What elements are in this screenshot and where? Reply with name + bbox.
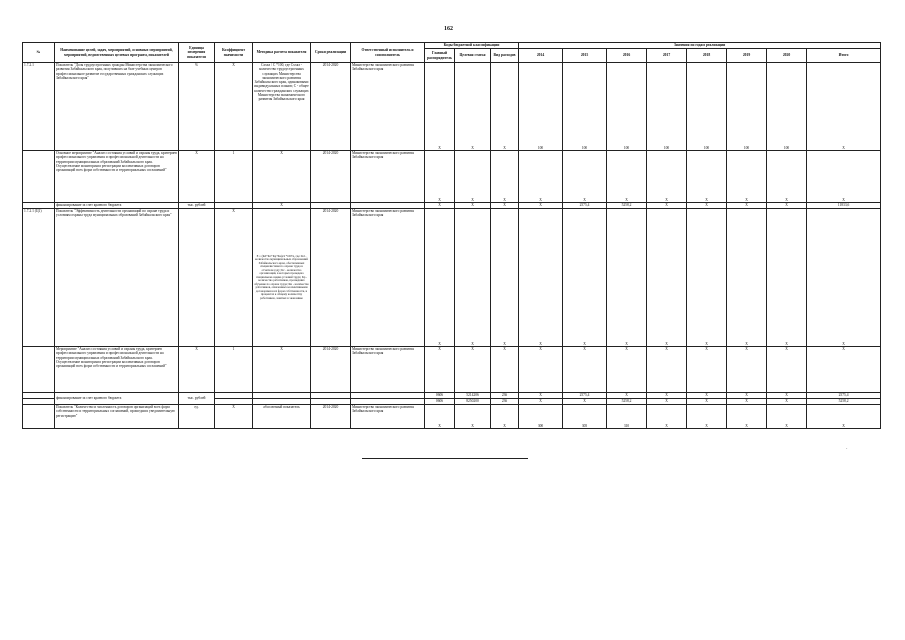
header-bk-target: Целевая статья — [455, 49, 491, 63]
row-value: X — [727, 151, 767, 203]
table-header — [23, 43, 881, 63]
row-value: X — [563, 209, 607, 347]
row-method: Сххкз / С *100, где Сххкз - количество трудоустроенных служащих Министерства экономического развития Забайкальского края, одинаковыми индивидуальных планов; С - общее количество гражданских служащих Министерства экономического развития Забайкальского края — [253, 63, 311, 151]
row-value: X — [647, 405, 687, 429]
row-value: X — [519, 347, 563, 393]
row-value: X — [767, 405, 807, 429]
row-value: X — [647, 203, 687, 209]
row-value: X — [647, 347, 687, 393]
row-value: X — [767, 393, 807, 399]
row-value: X — [607, 347, 647, 393]
row-num: 1.7.2.1 — [23, 63, 55, 151]
row-grbs: 0606 — [425, 399, 455, 405]
row-target: X — [455, 347, 491, 393]
row-target: 8250200 — [455, 399, 491, 405]
row-responsible: Министерство экономического развития Забайкальского края — [351, 405, 425, 429]
row-target: X — [455, 151, 491, 203]
table-row — [23, 151, 881, 203]
row-method: X — [253, 347, 311, 393]
row-responsible: Министерство экономического развития Забайкальского края — [351, 347, 425, 393]
row-value: X — [727, 209, 767, 347]
header-years-group: Значения по годам реализации — [519, 43, 881, 49]
header-bk-group: Коды бюджетной классификации — [425, 43, 519, 49]
row-period: 2014-2020 — [311, 347, 351, 393]
row-value: X — [727, 203, 767, 209]
row-value: 310 — [607, 405, 647, 429]
corner-mark: · — [846, 447, 848, 452]
row-value: 305 — [563, 405, 607, 429]
row-total: X — [807, 63, 881, 151]
header-unit: Единица измерения показателя — [179, 43, 215, 63]
row-value: X — [647, 209, 687, 347]
row-grbs: X — [425, 203, 455, 209]
row-target: X — [455, 405, 491, 429]
header-bk-expense: Вид расходов — [491, 49, 519, 63]
header-year: 2016 — [607, 49, 647, 63]
header-year: 2014 — [519, 49, 563, 63]
row-method: X — [253, 203, 311, 209]
row-value: X — [767, 203, 807, 209]
table-row — [23, 209, 881, 347]
row-target: X — [455, 203, 491, 209]
row-value: X — [687, 151, 727, 203]
row-grbs: X — [425, 347, 455, 393]
row-value: X — [519, 399, 563, 405]
row-coef: 1 — [215, 151, 253, 203]
row-value: 100 — [607, 63, 647, 151]
row-method: X — [253, 151, 311, 203]
row-value: X — [647, 151, 687, 203]
row-coef: X — [215, 405, 253, 429]
header-period: Сроки реализации — [311, 43, 351, 63]
row-value: X — [519, 151, 563, 203]
row-value: 100 — [687, 63, 727, 151]
row-value: 5258,2 — [607, 399, 647, 405]
row-value: X — [607, 393, 647, 399]
table-body — [23, 63, 881, 429]
row-value: X — [519, 209, 563, 347]
header-responsible: Ответственный исполнитель и соисполнитель — [351, 43, 425, 63]
row-expense: X — [491, 203, 519, 209]
row-value: X — [767, 399, 807, 405]
footer-rule — [362, 458, 528, 459]
row-name: Показатель "Доля трудоустроенных граждан Министерства экономического развития Забайкальского края, получивших на базе учебных центров профессиональное развитие государственных гражданских служащих Забайкальского края" — [55, 63, 179, 151]
row-grbs: X — [425, 63, 455, 151]
row-value: 2575,4 — [563, 203, 607, 209]
row-unit: тыс. рублей — [179, 393, 215, 405]
row-value: X — [519, 203, 563, 209]
row-coef: X — [215, 63, 253, 151]
row-total: X — [807, 347, 881, 393]
row-num — [23, 405, 55, 429]
header-name: Наименование целей, задач, мероприятий, основных мероприятий, мероприятий, ведомственных целевых программ, показателей — [55, 43, 179, 63]
row-value: X — [687, 203, 727, 209]
row-expense: X — [491, 347, 519, 393]
row-expense: X — [491, 63, 519, 151]
row-total: X — [807, 151, 881, 203]
row-expense: X — [491, 151, 519, 203]
row-total: X — [807, 209, 881, 347]
row-value: X — [687, 347, 727, 393]
row-total: 11833,6 — [807, 203, 881, 209]
table-row — [23, 347, 881, 393]
page-number: 162 — [444, 26, 453, 32]
row-value: X — [687, 209, 727, 347]
header-total: Итого — [807, 49, 881, 63]
row-grbs: 0606 — [425, 393, 455, 399]
row-coef: 1 — [215, 347, 253, 393]
row-expense: X — [491, 209, 519, 347]
row-value: X — [767, 209, 807, 347]
row-value: 100 — [727, 63, 767, 151]
row-value: X — [727, 399, 767, 405]
header-year: 2020 — [767, 49, 807, 63]
row-value: 100 — [519, 63, 563, 151]
row-method: абсолютный показатель — [253, 405, 311, 429]
row-responsible: Министерство экономического развития Забайкальского края — [351, 151, 425, 203]
row-value: X — [607, 151, 647, 203]
row-value: X — [767, 151, 807, 203]
row-value: 100 — [647, 63, 687, 151]
row-period: 2014-2020 — [311, 151, 351, 203]
row-unit: ед. — [179, 405, 215, 429]
row-expense: 236 — [491, 399, 519, 405]
row-value: X — [727, 393, 767, 399]
row-responsible: Министерство экономического развития Забайкальского края — [351, 209, 425, 347]
row-num — [23, 151, 55, 203]
row-value: X — [519, 393, 563, 399]
row-unit: тыс. рублей — [179, 203, 215, 209]
header-year: 2017 — [647, 49, 687, 63]
row-value: 5258,2 — [607, 203, 647, 209]
row-coef: X — [215, 209, 253, 347]
row-target: X — [455, 209, 491, 347]
row-period: 2014-2020 — [311, 63, 351, 151]
row-unit: X — [179, 151, 215, 203]
row-name: финансирование за счет краевого бюджета — [55, 393, 179, 405]
header-bk-grbs: Главный распорядитель — [425, 49, 455, 63]
row-value: X — [687, 405, 727, 429]
row-grbs: X — [425, 151, 455, 203]
row-grbs: X — [425, 405, 455, 429]
row-value: 100 — [767, 63, 807, 151]
row-total: 2575,4 — [807, 393, 881, 399]
table-row — [23, 63, 881, 151]
row-value: X — [607, 209, 647, 347]
row-value: 100 — [563, 63, 607, 151]
row-unit — [179, 209, 215, 347]
row-unit: X — [179, 347, 215, 393]
row-method: E = (Кd+Кс+Кр+Кн)/4 *100%, где: Кd - количество муниципальных образований Забайкальского края, обеспеченных специалистами по охране труда в отчетном году; Кс - количество организаций, в которых проведена специальная оценка условий труда; Кр - количество работников, прошедших обучение по охране труда; Кн - количество работников, охваченных коллективными договорами всех форм собственности, в процентах к общему количеству работников, занятых в экономике — [253, 209, 311, 347]
row-value: X — [563, 399, 607, 405]
row-name: Показатель "Количество и численность договоров организаций всех форм собственности и территориальных соглашений, прошедших уведомительную регистрацию" — [55, 405, 179, 429]
row-num: 1.7.2.1 (Ц1) — [23, 209, 55, 347]
row-value: X — [647, 393, 687, 399]
row-period: 2014-2020 — [311, 209, 351, 347]
row-target: 5214206 — [455, 393, 491, 399]
row-unit: % — [179, 63, 215, 151]
header-method: Методика расчета показателя — [253, 43, 311, 63]
header-year: 2018 — [687, 49, 727, 63]
row-value: X — [767, 347, 807, 393]
row-target: X — [455, 63, 491, 151]
program-table — [22, 42, 881, 429]
row-expense: 236 — [491, 393, 519, 399]
row-name: Мероприятие "Анализ состояния условий и охраны труда, критериев профессионального управления и профессиональной деятельности на территории муниципальных образований Забайкальского края. Осуществление мониторинга регистрации коллективных договоров организаций всех форм собственности и территориальных соглашений" — [55, 347, 179, 393]
header-coef: Коэффициент значимости — [215, 43, 253, 63]
header-year: 2019 — [727, 49, 767, 63]
row-expense: X — [491, 405, 519, 429]
row-grbs: X — [425, 209, 455, 347]
row-value: X — [727, 347, 767, 393]
row-period: 2014-2020 — [311, 405, 351, 429]
table-row — [23, 405, 881, 429]
row-name: Основное мероприятие "Анализ состояния условий и охраны труда, критериев профессионального управления и профессиональной деятельности на территории муниципальных образований Забайкальского края. Осуществление мониторинга регистрации коллективных договоров организаций всех форм собственности и территориальных соглашений" — [55, 151, 179, 203]
row-value: X — [687, 393, 727, 399]
row-value: 2575,4 — [563, 393, 607, 399]
header-year: 2015 — [563, 49, 607, 63]
row-responsible: Министерство экономического развития Забайкальского края — [351, 63, 425, 151]
row-value: X — [563, 151, 607, 203]
row-num — [23, 347, 55, 393]
row-name: финансирование за счет краевого бюджета — [55, 203, 179, 209]
row-total: 5258,2 — [807, 399, 881, 405]
row-value: X — [727, 405, 767, 429]
row-value: X — [687, 399, 727, 405]
row-value: X — [647, 399, 687, 405]
row-value: X — [563, 347, 607, 393]
row-total: X — [807, 405, 881, 429]
row-name: Показатель "Эффективность деятельности организаций по охране труда и условиям охраны труда муниципальных образований Забайкальского края" — [55, 209, 179, 347]
header-num: № — [23, 43, 55, 63]
row-value: 300 — [519, 405, 563, 429]
